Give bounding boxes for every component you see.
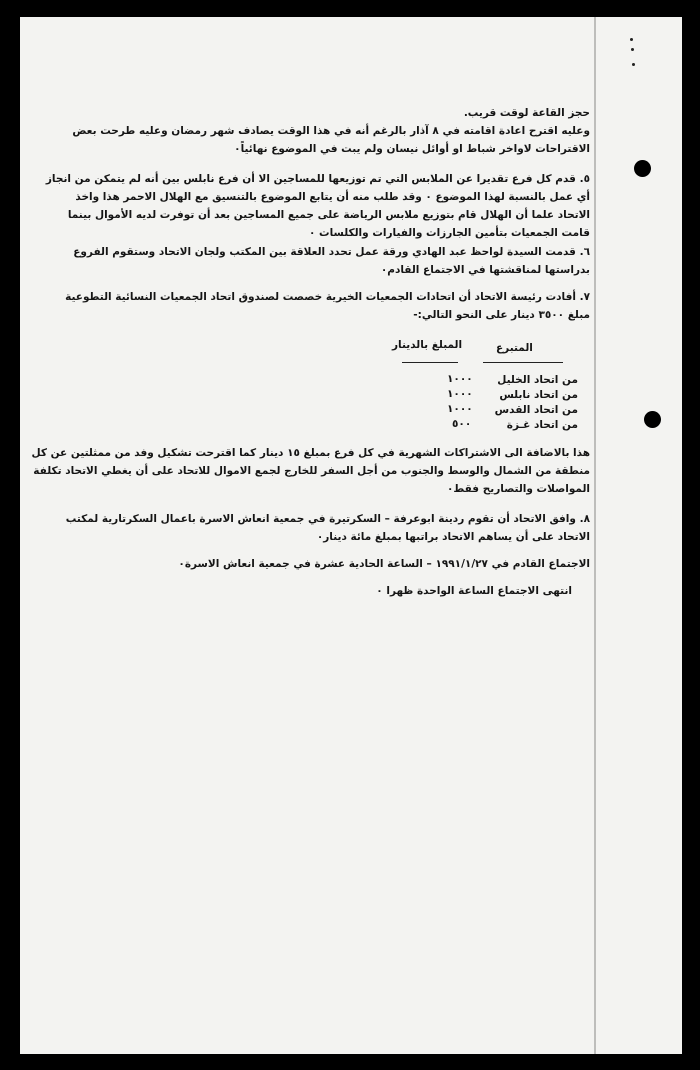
text-line: المواصلات والتصاريح فقط٠ [446, 483, 590, 495]
punch-hole-bottom [644, 411, 661, 428]
text-line: مبلغ ٣٥٠٠ دينار على النحو التالي:- [413, 309, 590, 321]
table-header-amount: المبلغ بالدينار [392, 339, 463, 351]
text-line: ٦. قدمت السيدة لواحظ عبد الهادي ورقة عمل تحدد العلاقة بين المكتب ولجان الاتحاد وستقوم الفروع [73, 246, 590, 258]
page-fold-line [594, 17, 596, 1054]
donor-cell: من اتحاد نابلس [499, 389, 578, 401]
text-line: انتهى الاجتماع الساعة الواحدة ظهرا ٠ [376, 585, 572, 597]
paragraph-continuation [70, 104, 590, 158]
next-meeting-line [70, 555, 590, 573]
speck [631, 48, 634, 51]
text-line: هذا بالاضافة الى الاشتراكات الشهرية في كل فرع بمبلغ ١٥ دينار كما اقترحت تشكيل وفد من ممثلتين عن كل [31, 447, 590, 459]
item-5 [45, 170, 590, 242]
amount-cell: ١٠٠٠ [447, 373, 473, 385]
item-8 [65, 510, 590, 546]
item-7 [65, 288, 590, 324]
speck [632, 63, 635, 66]
text-line: الاجتماع القادم في ١٩٩١/١/٢٧ – الساعة الحادية عشرة في جمعية انعاش الاسرة٠ [178, 558, 590, 570]
table-underline-amount [402, 362, 458, 363]
meeting-end-line [52, 582, 572, 600]
text-line: منطقة من الشمال والوسط والجنوب من أجل السفر للخارج لجمع الاموال للاتحاد على أن يغطي الاتحاد تكلفة [33, 465, 590, 477]
text-line: بدراستها لمناقشتها في الاجتماع القادم٠ [380, 264, 590, 276]
amount-cell: ١٠٠٠ [447, 403, 473, 415]
amount-cell: ١٠٠٠ [447, 388, 473, 400]
donor-cell: من اتحاد غـزة [506, 419, 578, 431]
text-line: الاتحاد على أن يساهم الاتحاد براتبها بمبلغ مائة دينار٠ [316, 531, 590, 543]
text-line: أي عمل بالنسبة لهذا الموضوع ٠ وقد طلب منه أن يتابع الموضوع بالتنسيق مع الهلال الاحمر هذا واخذ [75, 191, 590, 203]
donor-cell: من اتحاد الخليل [497, 374, 578, 386]
item-6 [70, 243, 590, 279]
table-header-donor: المتبرع [496, 342, 533, 354]
text-line: الاتحاد علما أن الهلال قام بتوزيع ملابس الرياضة على جميع المساجين بعد أن توفرت لديه الأموال بينما [67, 209, 590, 221]
amount-cell: ٥٠٠ [452, 418, 472, 430]
text-line: حجز القاعة لوقت قريب. [463, 107, 590, 119]
text-line: وعليه اقترح اعادة اقامته في ٨ آذار بالرغم أنه في هذا الوقت يصادف شهر رمضان وعليه طرحت بعض [72, 125, 590, 137]
text-line: قامت الجمعيات بتأمين الجارزات والفيارات والكلسات ٠ [308, 227, 590, 239]
speck [630, 38, 633, 41]
text-line: ٨. وافق الاتحاد أن تقوم ردينة ابوعرفة – السكرتيرة في جمعية انعاش الاسرة باعمال السكرتارية لمكتب [65, 513, 590, 525]
punch-hole-top [634, 160, 651, 177]
text-line: ٧. أفادت رئيسة الاتحاد أن اتحادات الجمعيات الخيرية خصصت لصندوق اتحاد الجمعيات النسائية التطوعية [65, 291, 590, 303]
paragraph-subscriptions [31, 444, 590, 498]
text-line: ٥. قدم كل فرع تقديرا عن الملابس التي تم توزيعها للمساجين الا أن فرع نابلس بين أنه لم يتمكن من انجاز [45, 173, 590, 185]
table-underline-donor [483, 362, 563, 363]
text-line: الاقتراحات لاواخر شباط او أوائل نيسان ولم يبت في الموضوع نهائياً٠ [234, 143, 590, 155]
donor-cell: من اتحاد القدس [494, 404, 578, 416]
